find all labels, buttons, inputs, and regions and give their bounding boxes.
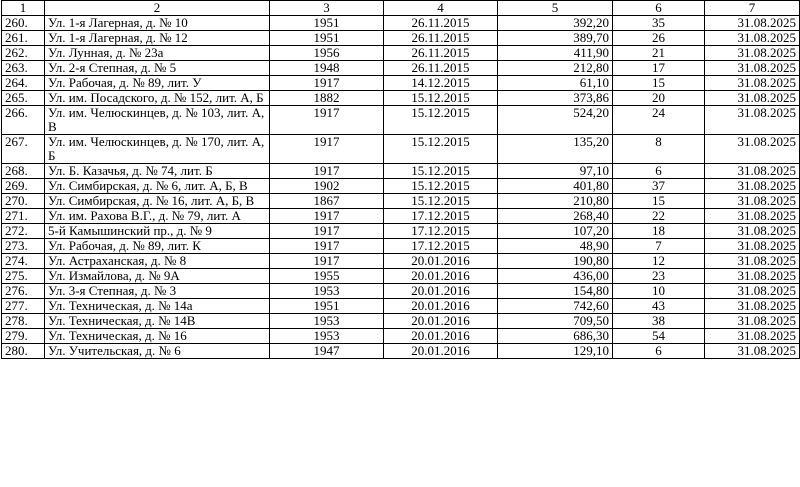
area-cell: 107,20 [498, 224, 613, 239]
year-built-cell: 1951 [270, 31, 384, 46]
address-cell: Ул. Б. Казачья, д. № 74, лит. Б [45, 164, 270, 179]
address-cell: Ул. Учительская, д. № 6 [45, 344, 270, 359]
deadline-date-cell: 31.08.2025 [705, 135, 800, 164]
area-cell: 524,20 [498, 106, 613, 135]
address-cell: Ул. Рабочая, д. № 89, лит. У [45, 76, 270, 91]
residents-cell: 6 [613, 344, 705, 359]
address-cell: Ул. им. Посадского, д. № 152, лит. А, Б [45, 91, 270, 106]
year-built-cell: 1917 [270, 254, 384, 269]
area-cell: 268,40 [498, 209, 613, 224]
area-cell: 392,20 [498, 16, 613, 31]
address-cell: 5-й Камышинский пр., д. № 9 [45, 224, 270, 239]
row-number-cell: 278. [2, 314, 45, 329]
deadline-date-cell: 31.08.2025 [705, 164, 800, 179]
year-built-cell: 1902 [270, 179, 384, 194]
row-number-cell: 263. [2, 61, 45, 76]
area-cell: 401,80 [498, 179, 613, 194]
deadline-date-cell: 31.08.2025 [705, 106, 800, 135]
deadline-date-cell: 31.08.2025 [705, 76, 800, 91]
table-row [2, 254, 800, 269]
residents-cell: 20 [613, 91, 705, 106]
header-row [2, 1, 800, 16]
year-built-cell: 1917 [270, 224, 384, 239]
year-built-cell: 1867 [270, 194, 384, 209]
year-built-cell: 1917 [270, 76, 384, 91]
address-cell: Ул. Измайлова, д. № 9А [45, 269, 270, 284]
year-built-cell: 1917 [270, 164, 384, 179]
row-number-cell: 280. [2, 344, 45, 359]
area-cell: 210,80 [498, 194, 613, 209]
area-cell: 686,30 [498, 329, 613, 344]
area-cell: 212,80 [498, 61, 613, 76]
deadline-date-cell: 31.08.2025 [705, 91, 800, 106]
table-row [2, 269, 800, 284]
row-number-cell: 264. [2, 76, 45, 91]
row-number-cell: 274. [2, 254, 45, 269]
address-cell: Ул. им. Челюскинцев, д. № 103, лит. А, В [45, 106, 270, 135]
header-col-7: 7 [705, 1, 800, 16]
deadline-date-cell: 31.08.2025 [705, 269, 800, 284]
header-col-4: 4 [384, 1, 498, 16]
table-row [2, 31, 800, 46]
year-built-cell: 1948 [270, 61, 384, 76]
date-cell: 20.01.2016 [384, 284, 498, 299]
row-number-cell: 269. [2, 179, 45, 194]
deadline-date-cell: 31.08.2025 [705, 254, 800, 269]
row-number-cell: 275. [2, 269, 45, 284]
date-cell: 15.12.2015 [384, 164, 498, 179]
residents-cell: 18 [613, 224, 705, 239]
date-cell: 14.12.2015 [384, 76, 498, 91]
area-cell: 61,10 [498, 76, 613, 91]
date-cell: 26.11.2015 [384, 31, 498, 46]
address-cell: Ул. Астраханская, д. № 8 [45, 254, 270, 269]
year-built-cell: 1953 [270, 314, 384, 329]
address-cell: Ул. 2-я Степная, д. № 5 [45, 61, 270, 76]
residents-cell: 35 [613, 16, 705, 31]
residents-cell: 54 [613, 329, 705, 344]
date-cell: 26.11.2015 [384, 46, 498, 61]
area-cell: 389,70 [498, 31, 613, 46]
address-cell: Ул. им. Челюскинцев, д. № 170, лит. А, Б [45, 135, 270, 164]
deadline-date-cell: 31.08.2025 [705, 179, 800, 194]
table-row [2, 76, 800, 91]
table-row [2, 135, 800, 164]
year-built-cell: 1951 [270, 299, 384, 314]
table-row [2, 284, 800, 299]
deadline-date-cell: 31.08.2025 [705, 329, 800, 344]
date-cell: 20.01.2016 [384, 344, 498, 359]
residents-cell: 22 [613, 209, 705, 224]
table-row [2, 314, 800, 329]
deadline-date-cell: 31.08.2025 [705, 209, 800, 224]
deadline-date-cell: 31.08.2025 [705, 299, 800, 314]
area-cell: 135,20 [498, 135, 613, 164]
row-number-cell: 261. [2, 31, 45, 46]
residents-cell: 23 [613, 269, 705, 284]
year-built-cell: 1953 [270, 329, 384, 344]
deadline-date-cell: 31.08.2025 [705, 194, 800, 209]
date-cell: 26.11.2015 [384, 16, 498, 31]
year-built-cell: 1917 [270, 135, 384, 164]
table-row [2, 239, 800, 254]
date-cell: 15.12.2015 [384, 135, 498, 164]
header-col-1: 1 [2, 1, 45, 16]
row-number-cell: 277. [2, 299, 45, 314]
date-cell: 20.01.2016 [384, 314, 498, 329]
date-cell: 15.12.2015 [384, 91, 498, 106]
area-cell: 709,50 [498, 314, 613, 329]
table-row [2, 194, 800, 209]
year-built-cell: 1917 [270, 239, 384, 254]
row-number-cell: 271. [2, 209, 45, 224]
year-built-cell: 1955 [270, 269, 384, 284]
address-cell: Ул. им. Рахова В.Г., д. № 79, лит. А [45, 209, 270, 224]
residents-cell: 6 [613, 164, 705, 179]
date-cell: 20.01.2016 [384, 269, 498, 284]
residents-cell: 15 [613, 76, 705, 91]
date-cell: 20.01.2016 [384, 329, 498, 344]
address-cell: Ул. Техническая, д. № 14а [45, 299, 270, 314]
header-col-2: 2 [45, 1, 270, 16]
deadline-date-cell: 31.08.2025 [705, 16, 800, 31]
residents-cell: 8 [613, 135, 705, 164]
residents-cell: 21 [613, 46, 705, 61]
table-row [2, 16, 800, 31]
deadline-date-cell: 31.08.2025 [705, 314, 800, 329]
deadline-date-cell: 31.08.2025 [705, 46, 800, 61]
housing-table [1, 0, 800, 359]
area-cell: 97,10 [498, 164, 613, 179]
row-number-cell: 266. [2, 106, 45, 135]
address-cell: Ул. Симбирская, д. № 6, лит. А, Б, В [45, 179, 270, 194]
area-cell: 48,90 [498, 239, 613, 254]
table-body [2, 16, 800, 359]
header-col-5: 5 [498, 1, 613, 16]
table-row [2, 179, 800, 194]
table-row [2, 91, 800, 106]
deadline-date-cell: 31.08.2025 [705, 344, 800, 359]
date-cell: 15.12.2015 [384, 106, 498, 135]
year-built-cell: 1956 [270, 46, 384, 61]
row-number-cell: 272. [2, 224, 45, 239]
area-cell: 742,60 [498, 299, 613, 314]
date-cell: 15.12.2015 [384, 179, 498, 194]
year-built-cell: 1951 [270, 16, 384, 31]
year-built-cell: 1947 [270, 344, 384, 359]
address-cell: Ул. Рабочая, д. № 89, лит. К [45, 239, 270, 254]
table-row [2, 299, 800, 314]
row-number-cell: 260. [2, 16, 45, 31]
residents-cell: 26 [613, 31, 705, 46]
table-row [2, 106, 800, 135]
year-built-cell: 1917 [270, 106, 384, 135]
row-number-cell: 270. [2, 194, 45, 209]
table-row [2, 209, 800, 224]
residents-cell: 37 [613, 179, 705, 194]
residents-cell: 7 [613, 239, 705, 254]
residents-cell: 17 [613, 61, 705, 76]
address-cell: Ул. 1-я Лагерная, д. № 10 [45, 16, 270, 31]
residents-cell: 12 [613, 254, 705, 269]
deadline-date-cell: 31.08.2025 [705, 61, 800, 76]
address-cell: Ул. Техническая, д. № 16 [45, 329, 270, 344]
row-number-cell: 267. [2, 135, 45, 164]
row-number-cell: 265. [2, 91, 45, 106]
header-col-6: 6 [613, 1, 705, 16]
residents-cell: 24 [613, 106, 705, 135]
area-cell: 154,80 [498, 284, 613, 299]
date-cell: 20.01.2016 [384, 254, 498, 269]
header-col-3: 3 [270, 1, 384, 16]
date-cell: 26.11.2015 [384, 61, 498, 76]
date-cell: 17.12.2015 [384, 239, 498, 254]
address-cell: Ул. Симбирская, д. № 16, лит. А, Б, В [45, 194, 270, 209]
row-number-cell: 273. [2, 239, 45, 254]
address-cell: Ул. Техническая, д. № 14В [45, 314, 270, 329]
table-row [2, 224, 800, 239]
row-number-cell: 279. [2, 329, 45, 344]
residents-cell: 38 [613, 314, 705, 329]
year-built-cell: 1917 [270, 209, 384, 224]
area-cell: 436,00 [498, 269, 613, 284]
address-cell: Ул. 3-я Степная, д. № 3 [45, 284, 270, 299]
area-cell: 129,10 [498, 344, 613, 359]
row-number-cell: 262. [2, 46, 45, 61]
row-number-cell: 268. [2, 164, 45, 179]
date-cell: 15.12.2015 [384, 194, 498, 209]
area-cell: 190,80 [498, 254, 613, 269]
area-cell: 373,86 [498, 91, 613, 106]
deadline-date-cell: 31.08.2025 [705, 31, 800, 46]
table-row [2, 329, 800, 344]
row-number-cell: 276. [2, 284, 45, 299]
deadline-date-cell: 31.08.2025 [705, 239, 800, 254]
table-row [2, 46, 800, 61]
date-cell: 17.12.2015 [384, 209, 498, 224]
address-cell: Ул. 1-я Лагерная, д. № 12 [45, 31, 270, 46]
date-cell: 17.12.2015 [384, 224, 498, 239]
date-cell: 20.01.2016 [384, 299, 498, 314]
table-row [2, 164, 800, 179]
address-cell: Ул. Лунная, д. № 23а [45, 46, 270, 61]
table-row [2, 61, 800, 76]
year-built-cell: 1882 [270, 91, 384, 106]
deadline-date-cell: 31.08.2025 [705, 224, 800, 239]
residents-cell: 43 [613, 299, 705, 314]
residents-cell: 10 [613, 284, 705, 299]
table-row [2, 344, 800, 359]
residents-cell: 15 [613, 194, 705, 209]
deadline-date-cell: 31.08.2025 [705, 284, 800, 299]
area-cell: 411,90 [498, 46, 613, 61]
year-built-cell: 1953 [270, 284, 384, 299]
